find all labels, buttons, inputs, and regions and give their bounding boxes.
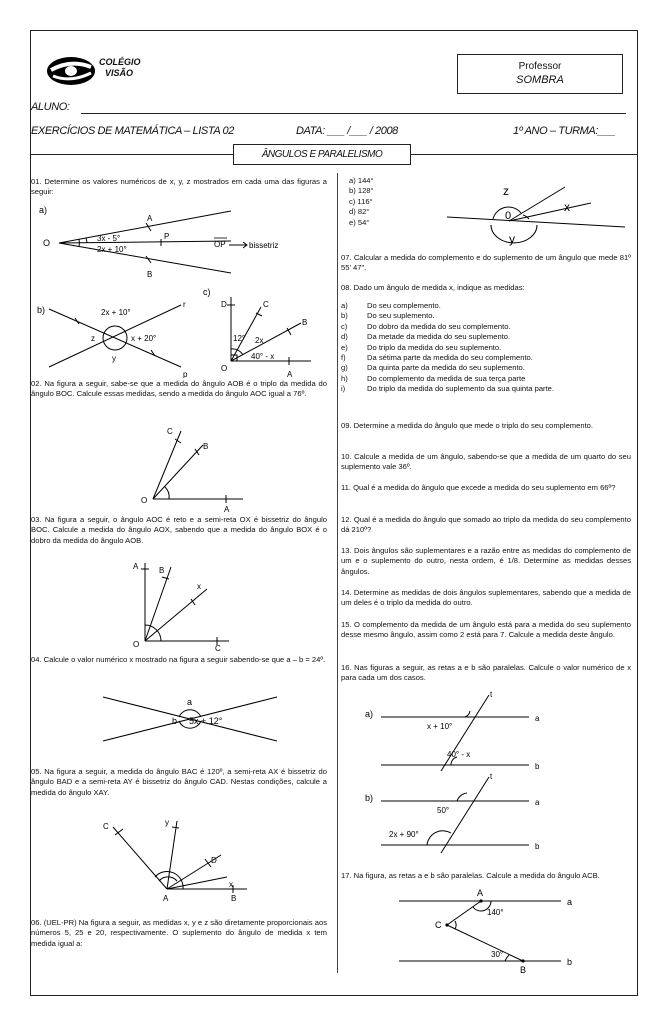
figure-16b <box>361 773 561 859</box>
fig5-x: x <box>229 880 233 889</box>
fig3-x: x <box>197 582 201 591</box>
fig1a-P: P <box>164 232 170 241</box>
fig17-B: B <box>520 965 527 975</box>
fig2-O: O <box>141 496 148 505</box>
q06-option: a) 144° <box>349 176 374 185</box>
question-05: 05. Na figura a seguir, a medida do ângulo BAC é 120º, a semi-reta AX é bissetriz do ângulo BAD e a semi-reta AY é bissetriz do ângulo CAD. Nestas condições, calcule a medida do ângulo XAY. <box>31 767 327 797</box>
fig1c-tag: c) <box>203 287 211 297</box>
fig1b-z: z <box>91 334 95 343</box>
column-divider <box>337 173 338 973</box>
topic-box <box>233 144 411 165</box>
question-09: 09. Determine a medida do ângulo que mede o triplo do seu complemento. <box>341 421 594 430</box>
list-title: EXERCÍCIOS DE MATEMÁTICA – LISTA 02 <box>31 125 234 137</box>
fig1b-expr1: 2x + 10° <box>101 308 131 317</box>
figure-01a <box>31 201 331 281</box>
aluno-line[interactable] <box>81 113 626 114</box>
q08-item: e) Do triplo da medida do seu suplemento. <box>341 342 502 352</box>
fig16b-a: a <box>535 798 540 807</box>
fig1c-B: B <box>302 318 308 327</box>
q08-item: g) Da quinta parte da medida do seu suplemento. <box>341 363 525 373</box>
fig17-140: 140° <box>487 908 504 917</box>
fig16a-tag: a) <box>365 709 374 719</box>
fig5-y: y <box>165 818 169 827</box>
fig16b-t: t <box>490 773 493 781</box>
fig1b-y: y <box>112 354 116 363</box>
question-16: 16. Nas figuras a seguir, as retas a e b são paralelas. Calcule o valor numérico de x para cada um dos casos. <box>341 663 631 683</box>
q06-option: b) 128° <box>349 186 374 196</box>
fig1c-O: O <box>221 364 228 373</box>
fig1c-12: 12° <box>233 334 246 343</box>
topic-title: ÂNGULOS E PARALELISMO <box>261 149 383 160</box>
fig6-y: y <box>509 232 515 246</box>
fig1b-p: p <box>183 370 188 378</box>
q06-option: e) 54° <box>349 217 370 227</box>
fig17-A: A <box>477 888 484 898</box>
figure-17 <box>381 887 611 983</box>
figure-16a <box>361 687 561 773</box>
q08-list <box>341 301 631 395</box>
fig1a-B: B <box>147 270 153 279</box>
question-01: 01. Determine os valores numéricos de x, y, z mostrados em cada uma das figuras a seguir: <box>31 177 327 197</box>
professor-box <box>457 54 623 94</box>
fig3-B: B <box>159 566 165 575</box>
school-name-line1: COLÉGIO <box>99 57 141 67</box>
fig16a-t: t <box>490 690 493 699</box>
fig16a-expr1: x + 10° <box>427 722 453 731</box>
fig6-0: 0 <box>505 210 512 222</box>
figure-02 <box>131 419 251 514</box>
fig16a-expr2: 40° - x <box>447 750 471 759</box>
fig16b-expr2: 2x + 90° <box>389 830 419 839</box>
question-14: 14. Determine as medidas de dois ângulos suplementares, sabendo que a medida de um deles é o triplo da medida do outro. <box>341 588 631 608</box>
q08-item: f) Da sétima parte da medida do seu complemento. <box>341 353 533 363</box>
question-03: 03. Na figura a seguir, o ângulo AOC é reto e a semi-reta OX é bissetriz do ângulo BOC. Calcule a medida do ângulo AOX, sabendo que a medida do ângulo BOX é o dobro da medida do ângulo AOB. <box>31 515 327 545</box>
date-field: DATA: ___ /___ / 2008 <box>296 125 398 137</box>
fig5-C: C <box>103 822 109 831</box>
q06-option: d) 82° <box>349 207 370 217</box>
figure-01c <box>201 285 331 380</box>
question-17: 17. Na figura, as retas a e b são paralelas. Calcule a medida do ângulo ACB. <box>341 871 600 880</box>
fig16b-b: b <box>535 842 540 851</box>
q08-item: h) Do complemento da medida de sua terça parte <box>341 373 526 383</box>
fig5-A: A <box>163 894 169 903</box>
figure-01b <box>31 293 201 378</box>
worksheet-page <box>30 30 638 996</box>
fig1c-40x: 40° - x <box>251 352 275 361</box>
fig1c-2x: 2x <box>255 336 264 345</box>
fig1b-tag: b) <box>37 305 46 315</box>
fig1a-A: A <box>147 214 153 223</box>
school-logo <box>41 53 171 89</box>
question-04: 04. Calcule o valor numérico x mostrado na figura a seguir sabendo-se que a – b = 24º. <box>31 655 326 664</box>
professor-label: Professor <box>518 61 562 72</box>
fig17-b: b <box>567 957 573 967</box>
question-06: 06. (UEL-PR) Na figura a seguir, as medidas x, y e z são diretamente proporcionais aos números 5, 25 e 20, respectivamente. O suplemento do ângulo de medida x tem medida igual a: <box>31 918 327 948</box>
fig1a-OP: OP <box>214 240 226 249</box>
q08-item: i) Do triplo da medida do suplemento da sua quinta parte. <box>341 384 555 394</box>
fig16b-expr1: 50° <box>437 806 450 815</box>
school-name-line2: VISÃO <box>105 68 134 78</box>
fig4-expr: 5x + 12° <box>189 716 223 726</box>
fig17-C: C <box>435 920 442 930</box>
fig6-z: z <box>503 184 509 198</box>
q08-item: c) Do dobro da medida do seu complemento. <box>341 321 511 331</box>
fig3-A: A <box>133 562 139 571</box>
q08-item: d) Da metade da medida do seu suplemento. <box>341 332 511 342</box>
fig1c-C: C <box>263 300 269 309</box>
figure-04 <box>95 691 285 747</box>
fig3-C: C <box>215 644 221 653</box>
fig5-B: B <box>231 894 237 903</box>
question-02: 02. Na figura a seguir, sabe-se que a medida do ângulo AOB é o triplo da medida do ângulo BOC. Calcule essas medidas, sendo a medida do ângulo AOC igual a 76º. <box>31 379 327 399</box>
class-field: 1º ANO – TURMA:___ <box>513 125 616 137</box>
figure-06 <box>441 181 631 247</box>
question-08: 08. Dado um ângulo de medida x, indique as medidas: <box>341 283 525 292</box>
fig4-a: a <box>187 697 193 707</box>
fig1a-expr1: 3x - 5° <box>97 234 121 243</box>
aluno-label: ALUNO: <box>31 101 70 113</box>
fig17-a: a <box>567 897 573 907</box>
fig16b-tag: b) <box>365 793 374 803</box>
fig5-D: D <box>211 856 217 865</box>
question-10: 10. Calcule a medida de um ângulo, sabendo-se que a medida de um quarto do seu suplemento vale 36º. <box>341 452 631 472</box>
fig1c-D: D <box>221 300 227 309</box>
fig6-x: x <box>564 200 570 214</box>
fig2-B: B <box>203 442 209 451</box>
fig3-O: O <box>133 640 140 649</box>
fig1a-tag: a) <box>39 205 48 215</box>
professor-name: SOMBRA <box>516 74 564 86</box>
fig1b-expr2: x + 20° <box>131 334 157 343</box>
q06-options <box>349 176 439 228</box>
fig1a-bissetriz: bissetriz <box>249 241 279 250</box>
question-13: 13. Dois ângulos são suplementares e a razão entre as medidas do complemento de um e o suplemento do outro, nesta ordem, é 1/8. Determine as medidas desses ângulos. <box>341 546 631 576</box>
q08-item: b) Do seu suplemento. <box>341 311 435 321</box>
fig4-b: b <box>172 716 178 726</box>
q08-item: a) Do seu complemento. <box>341 301 441 310</box>
question-12: 12. Qual é a medida do ângulo que somado ao triplo da medida do seu complemento dá 210º? <box>341 515 631 535</box>
fig1c-A: A <box>287 370 293 379</box>
question-15: 15. O complemento da medida de um ângulo está para a medida do seu suplemento desse mesmo ângulo, assim como 2 está para 7. Calcule a medida deste ângulo. <box>341 620 631 640</box>
fig1b-r: r <box>183 300 186 309</box>
fig1a-expr2: 2x + 10° <box>97 245 127 254</box>
question-11: 11. Qual é a medida do ângulo que excede a medida do seu suplemento em 66º? <box>341 483 616 492</box>
fig2-A: A <box>224 505 230 514</box>
figure-03 <box>129 553 239 653</box>
fig1a-O: O <box>43 238 51 248</box>
fig17-30: 30° <box>491 950 504 959</box>
figure-05 <box>97 815 267 915</box>
q06-option: c) 116° <box>349 196 373 206</box>
question-07: 07. Calcular a medida do complemento e do suplemento de um ângulo que mede 81º 55' 47". <box>341 253 631 273</box>
fig2-C: C <box>167 427 173 436</box>
fig16a-a: a <box>535 714 540 723</box>
fig16a-b: b <box>535 762 540 771</box>
